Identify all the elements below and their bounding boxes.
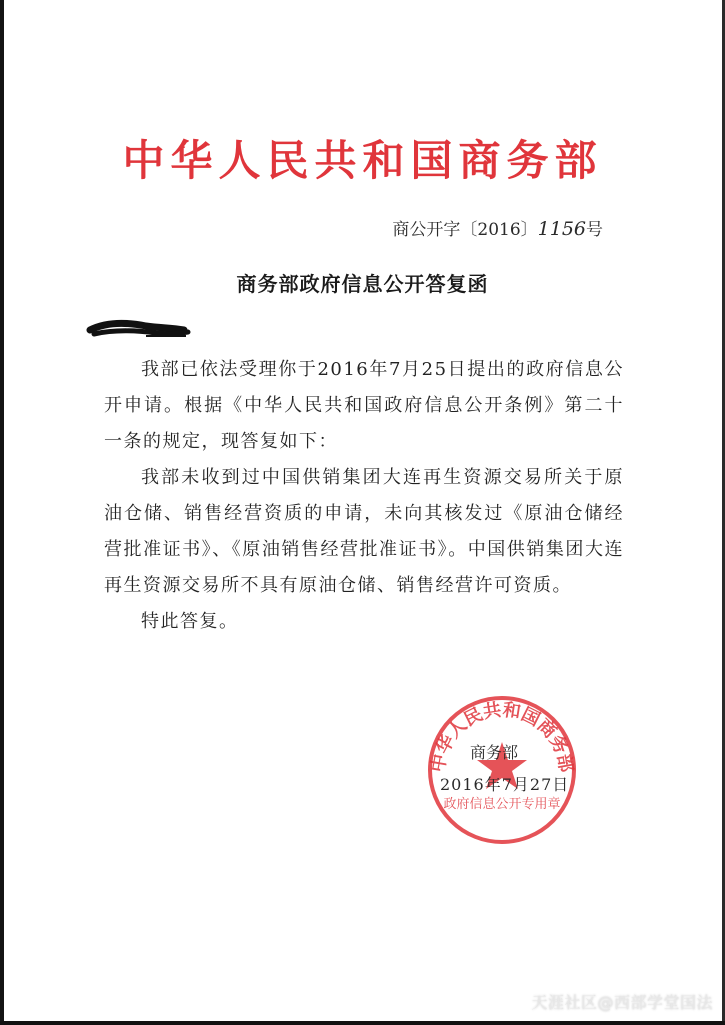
redaction-scribble xyxy=(86,316,196,346)
doc-number-suffix: 号 xyxy=(586,220,603,240)
watermark: 天涯社区@西部学堂国法 xyxy=(531,993,713,1012)
seal-text-bottom: 政府信息公开专用章 xyxy=(443,797,561,812)
official-seal xyxy=(422,690,582,850)
letter-body xyxy=(104,352,624,640)
signature-org: 商务部 xyxy=(470,743,519,762)
seal-text-top: 中华人民共和国商务部 xyxy=(427,699,577,774)
paragraph-reply: 我部未收到过中国供销集团大连再生资源交易所关于原油仓储、销售经营资质的申请，未向其核发过《原油仓储经营批准证书》、《原油销售经营批准证书》。中国供销集团大连再生资源交易所不具有原油仓储、销售经营许可资质。 xyxy=(104,467,624,596)
signature-date: 2016年7月27日 xyxy=(440,775,570,794)
doc-number-prefix: 商公开字〔2016〕 xyxy=(392,220,538,240)
document-number xyxy=(392,215,603,240)
document-title: 商务部政府信息公开答复函 xyxy=(236,272,489,296)
letterhead-title: 中华人民共和国商务部 xyxy=(122,136,603,185)
doc-number-handwritten: 1156 xyxy=(537,218,586,240)
scan-border-bottom xyxy=(0,1021,725,1025)
paragraph-acceptance: 我部已依法受理你于2016年7月25日提出的政府信息公开申请。根据《中华人民共和国政府信息公开条例》第二十一条的规定，现答复如下： xyxy=(104,359,624,452)
paragraph-closing: 特此答复。 xyxy=(141,611,239,632)
